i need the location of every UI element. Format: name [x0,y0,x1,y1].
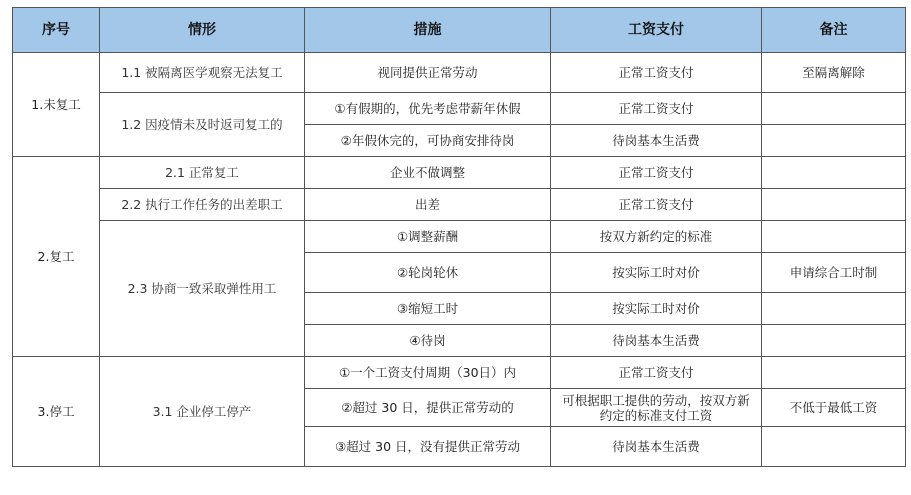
col-header-pay: 工资支付 [551,8,762,53]
pay-cell: 待岗基本生活费 [551,427,762,467]
table-row [13,157,906,189]
pay-cell: 正常工资支付 [551,93,762,125]
table-row [13,53,906,93]
measure-cell: ①一个工资支付周期（30日）内 [305,357,551,389]
note-cell [762,157,906,189]
col-header-index: 序号 [13,8,100,53]
situation-cell: 2.1 正常复工 [100,157,305,189]
measure-cell: ①有假期的，优先考虑带薪年休假 [305,93,551,125]
pay-cell: 待岗基本生活费 [551,125,762,157]
note-cell: 申请综合工时制 [762,253,906,293]
col-header-note: 备注 [762,8,906,53]
pay-cell: 待岗基本生活费 [551,325,762,357]
note-cell [762,93,906,125]
situation-cell: 2.3 协商一致采取弹性用工 [100,221,305,357]
pay-cell: 按双方新约定的标准 [551,221,762,253]
pay-cell: 可根据职工提供的劳动，按双方新约定的标准支付工资 [551,389,762,427]
policy-table [12,7,906,467]
measure-cell: 企业不做调整 [305,157,551,189]
note-cell [762,189,906,221]
pay-cell: 正常工资支付 [551,357,762,389]
header-row [13,8,906,53]
note-cell [762,221,906,253]
measure-cell: ②超过 30 日，提供正常劳动的 [305,389,551,427]
situation-cell: 1.2 因疫情未及时返司复工的 [100,93,305,157]
note-cell: 至隔离解除 [762,53,906,93]
measure-cell: 视同提供正常劳动 [305,53,551,93]
table-row [13,221,906,253]
measure-cell: ②轮岗轮休 [305,253,551,293]
pay-cell: 正常工资支付 [551,189,762,221]
note-cell: 不低于最低工资 [762,389,906,427]
situation-cell: 1.1 被隔离医学观察无法复工 [100,53,305,93]
measure-cell: ③缩短工时 [305,293,551,325]
note-cell [762,325,906,357]
group-index: 3.停工 [13,357,100,467]
pay-cell: 正常工资支付 [551,53,762,93]
note-cell [762,293,906,325]
pay-cell: 正常工资支付 [551,157,762,189]
pay-cell: 按实际工时对价 [551,253,762,293]
note-cell [762,427,906,467]
group-index: 1.未复工 [13,53,100,157]
measure-cell: ①调整薪酬 [305,221,551,253]
note-cell [762,357,906,389]
situation-cell: 2.2 执行工作任务的出差职工 [100,189,305,221]
measure-cell: ④待岗 [305,325,551,357]
measure-cell: ②年假休完的，可协商安排待岗 [305,125,551,157]
note-cell [762,125,906,157]
situation-cell: 3.1 企业停工停产 [100,357,305,467]
col-header-measure: 措施 [305,8,551,53]
col-header-situation: 情形 [100,8,305,53]
measure-cell: ③超过 30 日，没有提供正常劳动 [305,427,551,467]
group-index: 2.复工 [13,157,100,357]
pay-cell: 按实际工时对价 [551,293,762,325]
table-row [13,93,906,125]
table-row [13,357,906,389]
table-row [13,189,906,221]
measure-cell: 出差 [305,189,551,221]
